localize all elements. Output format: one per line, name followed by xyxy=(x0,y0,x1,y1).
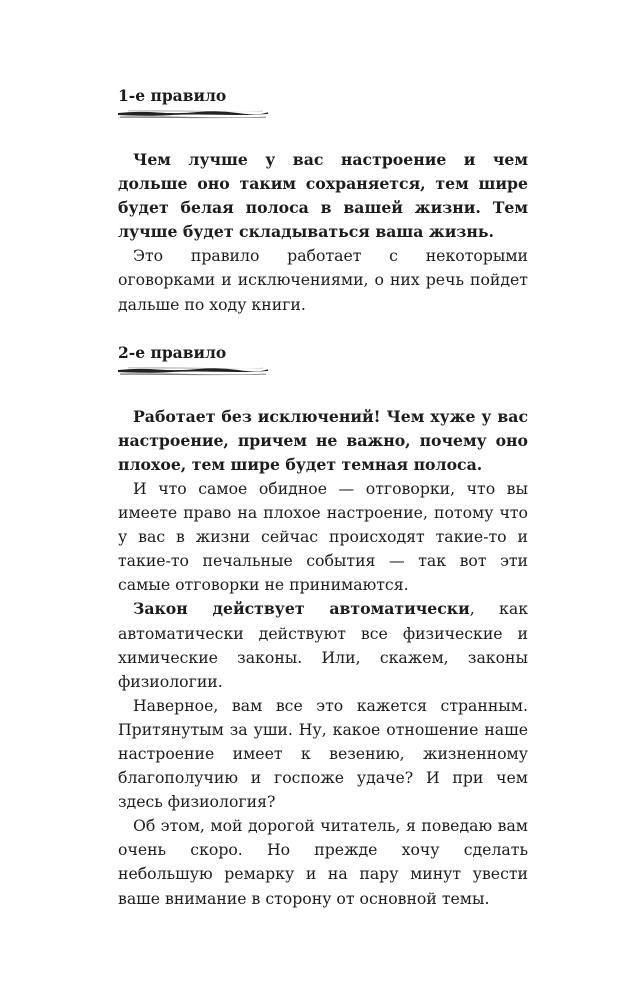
rule-statement: Чем лучше у вас настроение и чем дольше оно таким сохраняется, тем шире будет белая полоса в вашей жизни. Тем лучше будет складываться ваша жизнь. xyxy=(118,150,528,242)
paragraph: Это правило работает с некоторыми оговорками и исключениями, о них речь пойдет дальше по ходу книги. xyxy=(118,246,528,314)
paragraph: Наверное, вам все это кажется странным. Притянутым за уши. Ну, какое отношение наше настроение имеет к везению, жизненному благополучию и госпоже удаче? И при чем здесь физиология? xyxy=(118,695,528,812)
brush-underline-decoration xyxy=(118,365,268,377)
paragraph: Об этом, мой дорогой читатель, я поведаю вам очень скоро. Но прежде хочу сделать небольшую ремарку и на пару минут увести ваше внимание в сторону от основной темы. xyxy=(118,816,528,908)
section-rule-2 xyxy=(118,343,528,911)
emphasis: Закон действует автоматически xyxy=(133,599,470,619)
rule-statement: Работает без исключений! Чем хуже у вас настроение, причем не важно, почему оно плохое, тем шире будет темная полоса. xyxy=(118,406,528,474)
section-rule-1 xyxy=(118,86,528,317)
brush-underline-decoration xyxy=(118,108,268,120)
section-heading: 2-е правило xyxy=(118,342,227,362)
paragraph: И что самое обидное — отговорки, что вы имеете право на плохое настроение, потому что у вас в жизни сейчас происходят такие-то и такие-то печальные события — так вот эти самые отговорки не принимаются. xyxy=(118,478,528,595)
paragraph: Закон действует автоматически, как автоматически действуют все физические и химические законы. Или, скажем, законы физиологии. xyxy=(118,599,528,691)
book-page xyxy=(118,86,528,911)
section-heading: 1-е правило xyxy=(118,86,227,105)
